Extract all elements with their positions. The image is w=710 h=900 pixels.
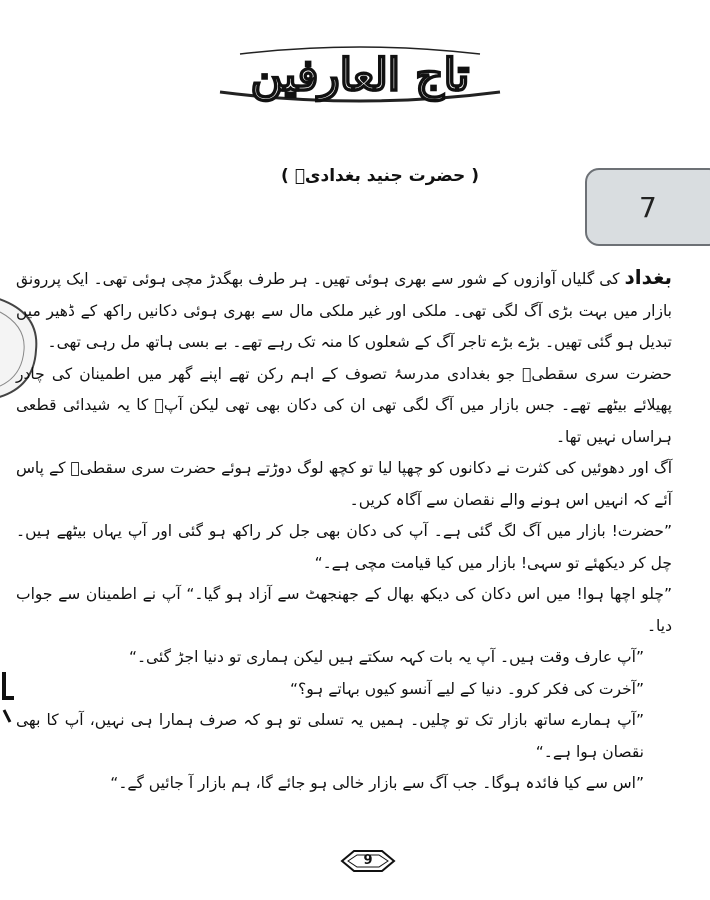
book-title <box>200 40 520 110</box>
page-number: 9 <box>363 853 373 868</box>
page-number-badge <box>338 848 398 874</box>
paragraph: ”حضرت! بازار میں آگ لگ گئی ہے۔ آپ کی دکان بھی جل کر راکھ ہو گئی اور آپ یہاں بیٹھے ہیں۔ چل کر دیکھئے تو سہی! بازار میں کیا قیامت مچی ہے۔“ <box>16 522 672 572</box>
body-text <box>16 262 694 800</box>
chapter-number-box <box>585 168 710 246</box>
paragraph: حضرت سری سقطیؒ جو بغدادی مدرسۂ تصوف کے اہم رکن تھے اپنے گھر میں اطمینان کی چادر پھیلائے بیٹھے تھے۔ جس بازار میں آگ لگی تھی ان کی دکان بھی تھی لیکن آپؒ کا یہ شیدائی قطعی ہراساں نہیں تھا۔ <box>16 364 672 446</box>
chapter-heading: ( حضرت جنید بغدادیؒ ) <box>281 166 479 186</box>
paragraph <box>16 262 694 359</box>
paragraph: ”آپ ہمارے ساتھ بازار تک تو چلیں۔ ہمیں یہ تسلی تو ہو کہ صرف ہمارا ہی نہیں، آپ کا بھی نقصان ہوا ہے۔“ <box>16 711 644 761</box>
paragraph: ”چلو اچھا ہوا! میں اس دکان کی دیکھ بھال کے جھنجھٹ سے آزاد ہو گیا۔“ آپ نے اطمینان سے جواب دیا۔ <box>16 585 672 635</box>
paragraph: آگ اور دھوئیں کی کثرت نے دکانوں کو چھپا لیا تو کچھ لوگ دوڑتے ہوئے حضرت سری سقطیؒ کے پاس آئے کہ انہیں اس ہونے والے نقصان سے آگاہ کریں۔ <box>16 459 672 509</box>
paragraph-text: کی گلیاں آوازوں کے شور سے بھری ہوئی تھیں۔ ہر طرف بھگدڑ مچی ہوئی تھی۔ ایک پررونق بازار میں بہت بڑی آگ لگی تھی۔ ملکی اور غیر ملکی مال سے بھری ہوئی دکانیں راکھ کے ڈھیر میں تبدیل ہو گئی تھیں۔ بڑے بڑے تاجر آگ کے شعلوں کا منہ تک رہے تھے۔ بے بسی ہاتھ مل رہی تھی۔ <box>16 270 672 351</box>
margin-mark-icon <box>0 668 18 728</box>
paragraph: ”اس سے کیا فائدہ ہوگا۔ جب آگ سے بازار خالی ہو جائے گا، ہم بازار آ جائیں گے۔“ <box>110 774 644 792</box>
paragraph: ”آخرت کی فکر کرو۔ دنیا کے لیے آنسو کیوں بہاتے ہو؟“ <box>290 679 644 698</box>
book-title-text: تاج العارفین <box>250 49 470 101</box>
paragraph: ”آپ عارف وقت ہیں۔ آپ یہ بات کہہ سکتے ہیں لیکن ہماری تو دنیا اجڑ گئی۔“ <box>128 648 644 666</box>
lead-word: بغداد <box>624 265 672 289</box>
chapter-number: 7 <box>639 190 657 224</box>
